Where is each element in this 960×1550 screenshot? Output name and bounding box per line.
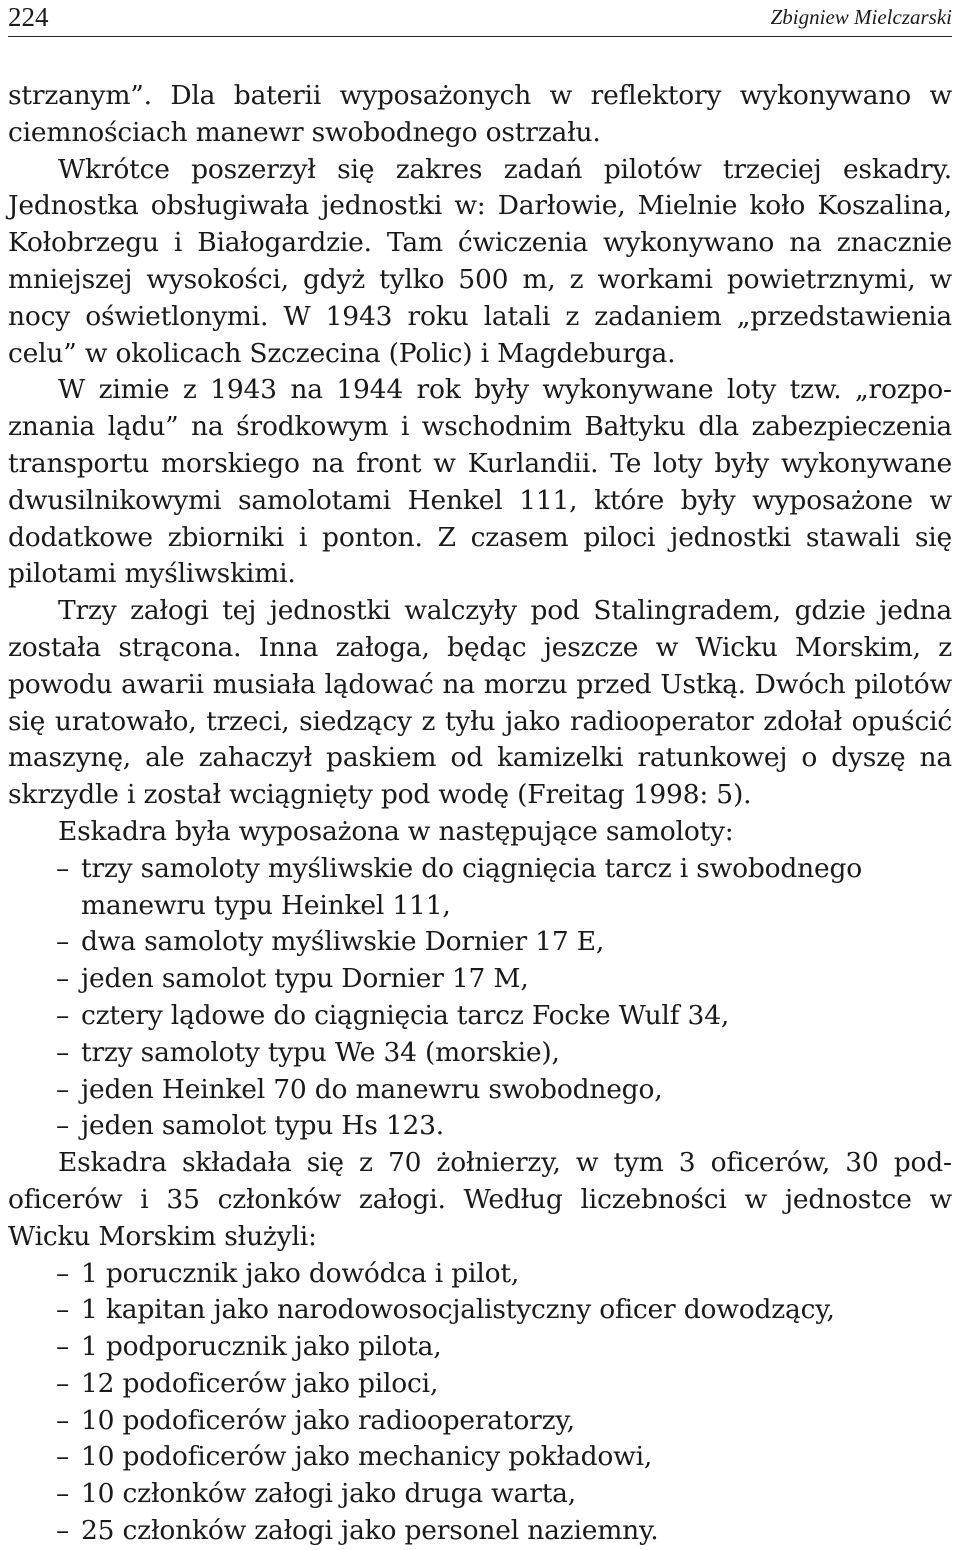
list-dash: – — [56, 1036, 70, 1068]
list-dash: – — [56, 926, 70, 958]
list-item-text: trzy samoloty typu We 34 (morskie), — [81, 1036, 560, 1068]
list-item — [8, 1108, 952, 1145]
list-item-text: 1 podporucznik jako pilota, — [81, 1331, 442, 1363]
paragraph: W zimie z 1943 na 1944 rok były wykonywane loty tzw. „rozpoznania lądu” na środkowym i wschodnim Bałtyku dla zabezpieczenia transportu morskiego na front w Kurlandii. Te loty były wykonywane dwusilnikowymi samolotami Henkel 111, które były wyposażone w dodatkowe zbiorniki i ponton. Z czasem piloci jednostki stawali się pilotami myśliwskimi. — [8, 374, 952, 590]
list-item — [8, 1292, 952, 1329]
list-item — [8, 1329, 952, 1366]
list-dash: – — [56, 1110, 70, 1142]
list-item-text: 1 porucznik jako dowódca i pilot, — [81, 1257, 520, 1289]
list-dash: – — [56, 1441, 70, 1473]
list-item-text: 10 podoficerów jako mechanicy pokładowi, — [81, 1441, 653, 1473]
paragraph: strzanym”. Dla baterii wyposażonych w reflektory wykonywano w ciemnościach manewr swobodnego ostrzału. — [8, 80, 952, 148]
list-dash: – — [56, 1367, 70, 1399]
list-dash: – — [56, 963, 70, 995]
list-item-text: jeden Heinkel 70 do manewru swobodnego, — [81, 1073, 663, 1105]
list-dash: – — [56, 1404, 70, 1436]
list-item — [8, 924, 952, 961]
personnel-list — [8, 1256, 952, 1550]
list-item-text: dwa samoloty myśliwskie Dornier 17 E, — [81, 926, 605, 958]
list-item-text: 10 członków załogi jako druga warta, — [81, 1478, 577, 1510]
aircraft-list — [8, 851, 952, 1145]
list-item — [8, 851, 952, 925]
list-item-text: trzy samoloty myśliwskie do ciągnięcia tarcz i swobodnego manewru typu Heinkel 111, — [81, 852, 863, 921]
list-item — [8, 961, 952, 998]
list-item-text: 10 podoficerów jako radiooperatorzy, — [81, 1404, 575, 1436]
list-item-text: jeden samolot typu Dornier 17 M, — [81, 963, 529, 995]
list-item — [8, 1035, 952, 1072]
list-item-text: cztery lądowe do ciągnięcia tarcz Focke Wulf 34, — [81, 999, 730, 1031]
body-text — [8, 78, 952, 1550]
paragraph: Eskadra składała się z 70 żołnierzy, w tym 3 oficerów, 30 podoficerów i 35 członków załogi. Według liczebności w jednostce w Wicku Morskim służyli: — [8, 1147, 952, 1252]
page-header — [8, 0, 952, 37]
list-item — [8, 1476, 952, 1513]
running-head-author: Zbigniew Mielczarski — [770, 5, 952, 29]
list-dash: – — [56, 1073, 70, 1105]
list-item-text: jeden samolot typu Hs 123. — [81, 1110, 445, 1142]
list-dash: – — [56, 1478, 70, 1510]
list-item — [8, 1513, 952, 1550]
list-item — [8, 1403, 952, 1440]
list-item-text: 12 podoficerów jako piloci, — [81, 1367, 439, 1399]
list-item — [8, 998, 952, 1035]
list-item — [8, 1072, 952, 1109]
list-dash: – — [56, 1294, 70, 1326]
list-item — [8, 1256, 952, 1293]
paragraph: Wkrótce poszerzył się zakres zadań pilotów trzeciej eskadry. Jednostka obsługiwała jednostki w: Darłowie, Mielnie koło Koszalina, Kołobrzegu i Białogardzie. Tam ćwiczenia wykonywano na znacznie mniejszej wysokości, gdyż tylko 500 m, z workami powietrznymi, w nocy oświetlonymi. W 1943 roku latali z zadaniem „przedstawienia celu” w okolicach Szczecina (Polic) i Magdeburga. — [8, 153, 952, 369]
list-item-text: 1 kapitan jako narodowosocjalistyczny oficer dowodzący, — [81, 1294, 835, 1326]
paragraph: Eskadra była wyposażona w następujące samoloty: — [58, 815, 734, 847]
list-dash: – — [56, 1515, 70, 1547]
list-dash: – — [56, 1257, 70, 1289]
list-dash: – — [56, 1331, 70, 1363]
paragraph: Trzy załogi tej jednostki walczyły pod Stalingradem, gdzie jedna została strącona. Inna załoga, będąc jeszcze w Wicku Morskim, z powodu awarii musiała lądować na morzu przed Ustką. Dwóch pilotów się uratowało, trzeci, siedzący z tyłu jako radiooperator zdołał opuścić maszynę, ale zahaczył paskiem od kamizelki ratunkowej o dyszę na skrzydle i został wciągnięty pod wodę (Freitag 1998: 5). — [8, 595, 952, 811]
list-dash: – — [56, 999, 70, 1031]
page-number: 224 — [8, 2, 49, 32]
list-item — [8, 1439, 952, 1476]
list-item-text: 25 członków załogi jako personel naziemny. — [81, 1515, 659, 1547]
list-item — [8, 1366, 952, 1403]
list-dash: – — [56, 852, 70, 884]
